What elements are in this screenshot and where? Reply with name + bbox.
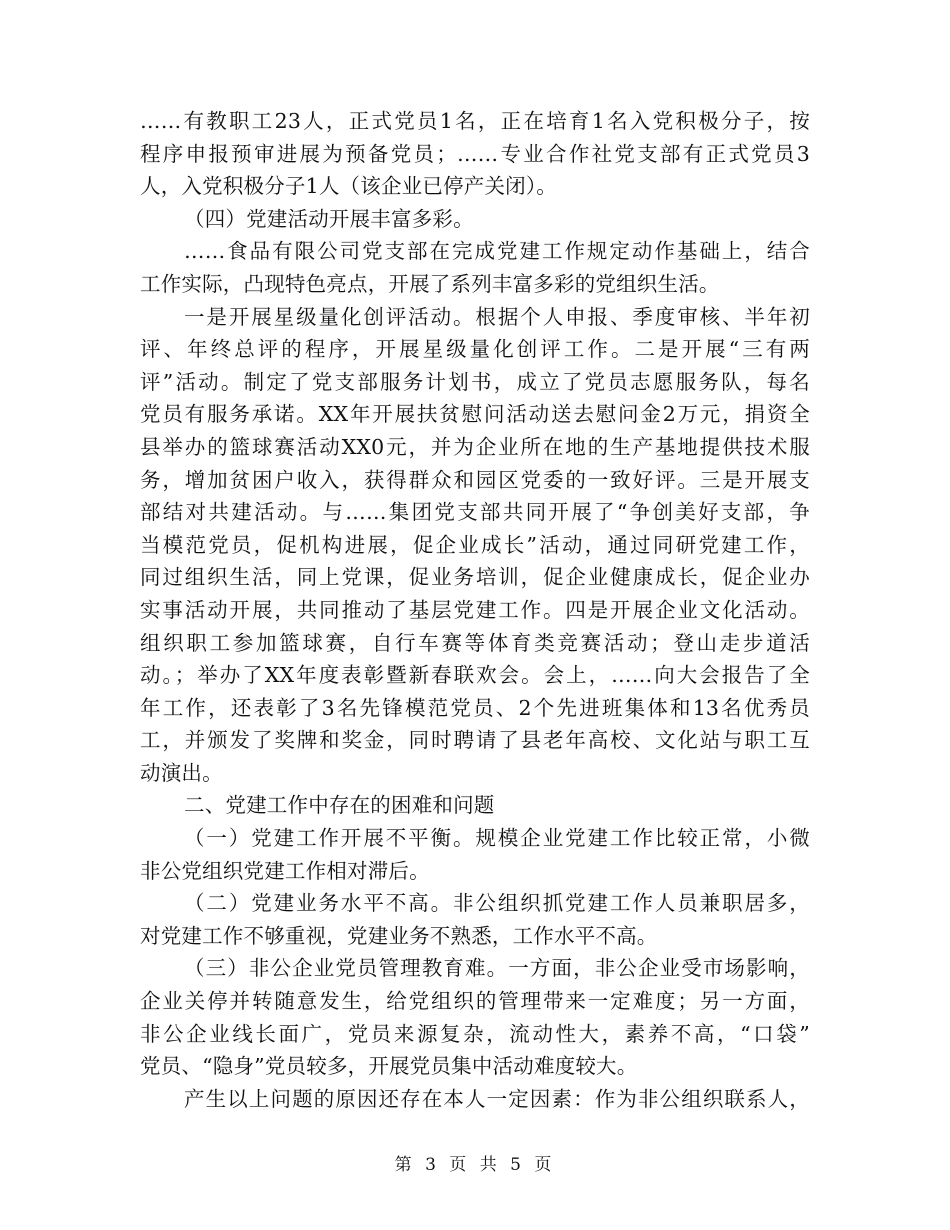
- text-line: 企业关停并转随意发生，给党组织的管理带来一定难度；另一方面，: [140, 989, 810, 1014]
- text-line: （一）党建工作开展不平衡。规模企业党建工作比较正常，小微: [184, 826, 810, 851]
- document-body: [140, 105, 810, 1115]
- text-line: 组织职工参加篮球赛，自行车赛等体育类竞赛活动；登山走步道活: [140, 630, 810, 655]
- text-line: 工作实际，凸现特色亮点，开展了系列丰富多彩的党组织生活。: [140, 271, 720, 296]
- text-line: 县举办的篮球赛活动XX0元，并为企业所在地的生产基地提供技术服: [140, 434, 810, 459]
- text-line: 动演出。: [140, 760, 223, 785]
- text-line: 党员、“隐身”党员较多，开展党员集中活动难度较大。: [140, 1054, 638, 1079]
- text-line: 年工作，还表彰了3名先锋模范党员、2个先进班集体和13名优秀员: [140, 695, 810, 720]
- text-line: （四）党建活动开展丰富多彩。: [184, 206, 474, 231]
- text-line: 工，并颁发了奖牌和奖金，同时聘请了县老年高校、文化站与职工互: [140, 728, 810, 753]
- text-line: （三）非公企业党员管理教育难。一方面，非公企业受市场影响，: [184, 956, 810, 981]
- text-line: 务，增加贫困户收入，获得群众和园区党委的一致好评。三是开展支: [140, 467, 810, 492]
- text-line: ……有教职工23人，正式党员1名，正在培育1名入党积极分子，按: [140, 109, 810, 133]
- text-line: 一是开展星级量化创评活动。根据个人申报、季度审核、半年初: [184, 304, 810, 329]
- text-line: 实事活动开展，共同推动了基层党建工作。四是开展企业文化活动。: [140, 597, 810, 622]
- text-line: 非公党组织党建工作相对滞后。: [140, 858, 430, 883]
- text-line: 对党建工作不够重视，党建业务不熟悉，工作水平不高。: [140, 923, 658, 948]
- text-line: 当模范党员，促机构进展，促企业成长”活动，通过同研党建工作，: [140, 532, 810, 557]
- text-line: 产生以上问题的原因还存在本人一定因素：作为非公组织联系人，: [184, 1086, 810, 1111]
- page-footer: 第 3 页 共 5 页: [394, 1155, 556, 1175]
- text-line: （二）党建业务水平不高。非公组织抓党建工作人员兼职居多，: [184, 891, 810, 916]
- text-line: 评”活动。制定了党支部服务计划书，成立了党员志愿服务队，每名: [140, 369, 810, 394]
- text-line: 程序申报预审进展为预备党员；……专业合作社党支部有正式党员3: [140, 141, 810, 166]
- text-line: 动。；举办了XX年度表彰暨新春联欢会。会上，……向大会报告了全: [140, 663, 810, 688]
- text-line: 人，入党积极分子1人（该企业已停产关闭）。: [140, 174, 557, 199]
- text-line: ……食品有限公司党支部在完成党建工作规定动作基础上，结合: [184, 239, 810, 264]
- text-line: 二、党建工作中存在的困难和问题: [184, 793, 495, 818]
- text-line: 评、年终总评的程序，开展星级量化创评工作。二是开展“三有两: [140, 337, 810, 362]
- text-line: 非公企业线长面广，党员来源复杂，流动性大，素养不高，“口袋”: [140, 1021, 810, 1046]
- text-line: 同过组织生活，同上党课，促业务培训，促企业健康成长，促企业办: [140, 565, 810, 590]
- text-line: 部结对共建活动。与……集团党支部共同开展了“争创美好支部，争: [140, 500, 810, 525]
- text-line: 党员有服务承诺。XX年开展扶贫慰问活动送去慰问金2万元，捐资全: [140, 402, 810, 427]
